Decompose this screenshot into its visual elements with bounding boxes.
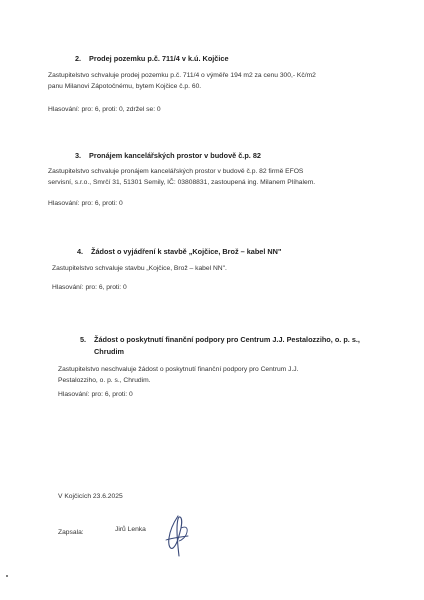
- recorder-name: Jirů Lenka: [115, 526, 146, 533]
- item-heading: [77, 247, 281, 257]
- item-text-line: panu Milanovi Zápotočnému, bytem Kojčice č.p. 60.: [48, 82, 202, 90]
- item-number: 2.: [75, 54, 82, 63]
- item-heading: [75, 151, 261, 161]
- item-title: Pronájem kancelářských prostor v budově č.p. 82: [89, 151, 261, 160]
- recorder-label: Zapsala:: [58, 529, 84, 536]
- item-text: [48, 167, 315, 188]
- item-title: Prodej pozemku p.č. 711/4 v k.ú. Kojčice: [89, 54, 229, 63]
- item-vote: Hlasování: pro: 6, proti: 0: [52, 284, 127, 291]
- item-text-line: Zastupitelstvo schvaluje stavbu „Kojčice, Brož – kabel NN".: [52, 265, 227, 272]
- item-text-line: Zastupitelstvo schvaluje pronájem kancelářských prostor v budově č.p. 82 firmě EFOS: [48, 168, 304, 175]
- item-number: 5.: [80, 335, 87, 344]
- item-text-line: Zastupitelstvo neschvaluje žádost o poskytnutí finanční podpory pro Centrum J.J.: [58, 366, 299, 373]
- item-text-line: Pestalozziho, o. p. s., Chrudim.: [58, 376, 151, 384]
- item-text: [52, 264, 227, 275]
- item-vote: Hlasování: pro: 6, proti: 0, zdržel se: 0: [48, 106, 161, 113]
- item-text: [58, 365, 299, 386]
- item-text-line: servisní, s.r.o., Smrčí 31, 51301 Semily, IČ: 03808831, zastoupená ing. Milanem Plíhalem.: [48, 178, 316, 186]
- item-text-line: Zastupitelstvo schvaluje prodej pozemku p.č. 711/4 o výměře 194 m2 za cenu 300,- Kč/m2: [48, 72, 316, 79]
- item-vote: Hlasování: pro: 6, proti: 0: [58, 391, 133, 398]
- margin-dot: [6, 575, 8, 577]
- handwritten-signature: [160, 512, 194, 560]
- item-title-continuation: Chrudim: [94, 347, 124, 356]
- item-vote: Hlasování: pro: 6, proti: 0: [48, 200, 123, 207]
- item-number: 3.: [75, 151, 82, 160]
- item-text: [48, 71, 316, 92]
- item-title: Žádost o poskytnutí finanční podpory pro Centrum J.J. Pestalozziho, o. p. s.,: [94, 335, 360, 344]
- item-title: Žádost o vyjádření k stavbě „Kojčice, Brož – kabel NN": [91, 247, 282, 256]
- item-heading: [75, 54, 229, 64]
- item-heading: [80, 335, 360, 345]
- place-date: V Kojčicích 23.6.2025: [58, 493, 123, 500]
- item-number: 4.: [77, 247, 84, 256]
